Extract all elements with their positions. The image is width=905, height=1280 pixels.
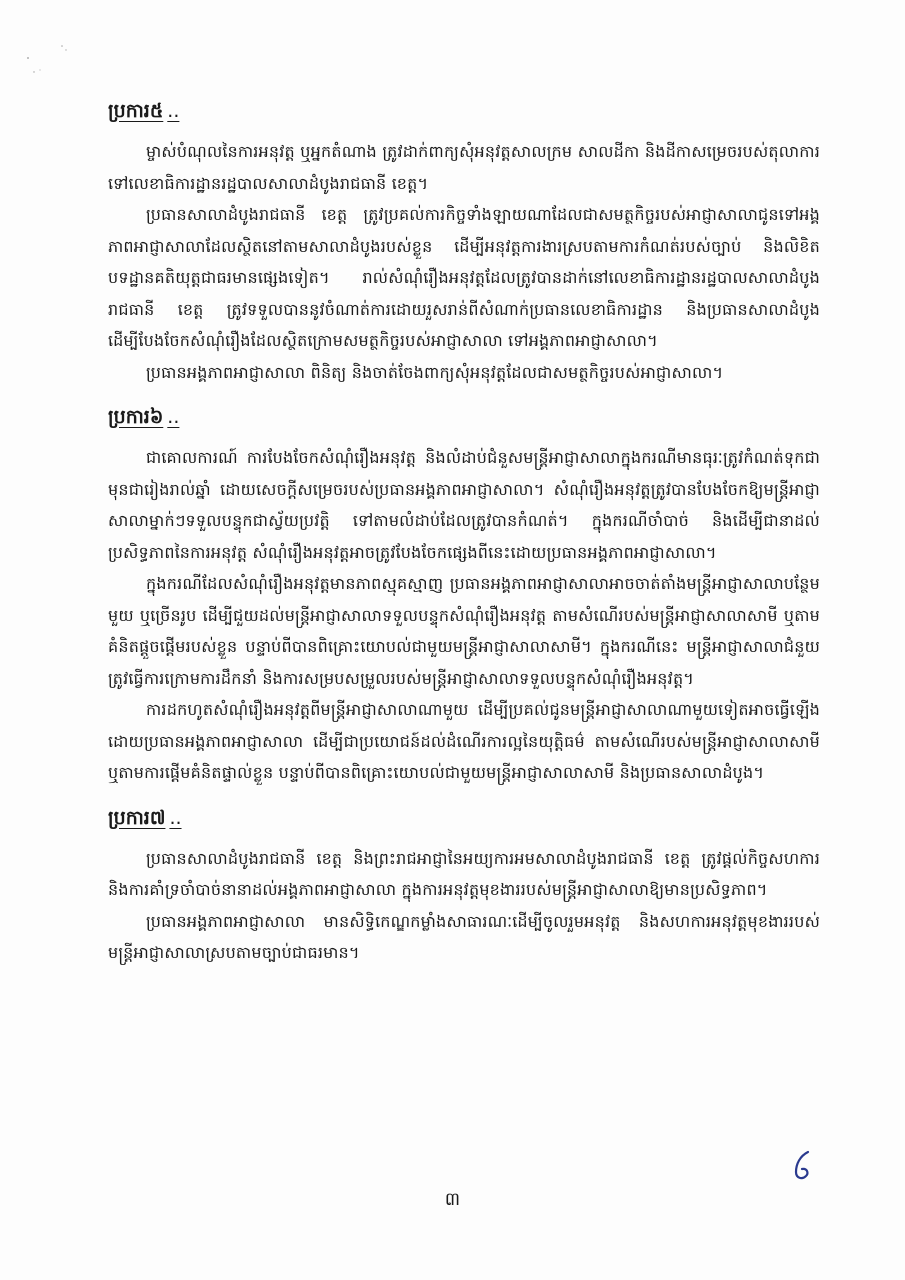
article-heading-text: ប្រការ៦ (108, 406, 164, 428)
article-heading (108, 96, 820, 126)
paragraph: ប្រធានសាលាដំបូងរាជធានី ខេត្ត ត្រូវប្រគល់ការកិច្ចទាំងឡាយណាដែលជាសមត្ថកិច្ចរបស់អាជ្ញាសាលាជូនទៅអង្គភាពអាជ្ញាសាលាដែលស្ថិតនៅតាមសាលាដំបូងរបស់ខ្លួន ដើម្បីអនុវត្តការងារស្របតាមការកំណត់របស់ច្បាប់ និងលិខិតបទដ្ឋានគតិយុត្តជាធរមានផ្សេងទៀត។ រាល់សំណុំរឿងអនុវត្តដែលត្រូវបានដាក់នៅលេខាធិការដ្ឋានរដ្ឋបាលសាលាដំបូងរាជធានី ខេត្ត ត្រូវទទួលបាននូវចំណាត់ការដោយរួសរាន់ពីសំណាក់ប្រធានលេខាធិការដ្ឋាន និងប្រធានសាលាដំបូង ដើម្បីបែងចែកសំណុំរឿងដែលស្ថិតក្រោមសមត្ថកិច្ចរបស់អាជ្ញាសាលា ទៅអង្គភាពអាជ្ញាសាលា។ (108, 205, 820, 350)
article-heading-text: ប្រការ៥ (108, 100, 164, 122)
paragraph: ជាគោលការណ៍ ការបែងចែកសំណុំរឿងអនុវត្ត និងលំដាប់ជំនួសមន្ត្រីអាជ្ញាសាលាក្នុងករណីមានធុរៈត្រូវកំណត់ទុកជាមុនជារៀងរាល់ឆ្នាំ ដោយសេចក្តីសម្រេចរបស់ប្រធានអង្គភាពអាជ្ញាសាលា។ សំណុំរឿងអនុវត្តត្រូវបានបែងចែកឱ្យមន្ត្រីអាជ្ញាសាលាម្នាក់ៗទទួលបន្ទុកជាស្វ័យប្រវត្តិ ទៅតាមលំដាប់ដែលត្រូវបានកំណត់។ ក្នុងករណីចាំបាច់ និងដើម្បីជានាដល់ប្រសិទ្ធភាពនៃការអនុវត្ត សំណុំរឿងអនុវត្តអាចត្រូវបែងចែកផ្សេងពីនេះដោយប្រធានអង្គភាពអាជ្ញាសាលា។ (108, 448, 820, 562)
paragraph: ការដកហូតសំណុំរឿងអនុវត្តពីមន្ត្រីអាជ្ញាសាលាណាមួយ ដើម្បីប្រគល់ជូនមន្ត្រីអាជ្ញាសាលាណាមួយទៀតអាចធ្វើឡើងដោយប្រធានអង្គភាពអាជ្ញាសាលា ដើម្បីជាប្រយោជន៍ដល់ដំណើរការល្អនៃយុត្តិធម៌ តាមសំណើរបស់មន្ត្រីអាជ្ញាសាលាសាមី ឬតាមការផ្តើមគំនិតផ្ទាល់ខ្លួន បន្ទាប់ពីបានពិគ្រោះយោបល់ជាមួយមន្ត្រីអាជ្ញាសាលាសាមី និងប្រធានសាលាដំបូង។ (108, 700, 820, 782)
paragraph: ក្នុងករណីដែលសំណុំរឿងអនុវត្តមានភាពស្មុគស្មាញ ប្រធានអង្គភាពអាជ្ញាសាលាអាចចាត់តាំងមន្ត្រីអាជ្ញាសាលាបន្ថែមមួយ ឬច្រើនរូប ដើម្បីជួយដល់មន្ត្រីអាជ្ញាសាលាទទួលបន្ទុកសំណុំរឿងអនុវត្ត តាមសំណើរបស់មន្ត្រីអាជ្ញាសាលាសាមី ឬតាមគំនិតផ្តួចផ្តើមរបស់ខ្លួន បន្ទាប់ពីបានពិគ្រោះយោបល់ជាមួយមន្ត្រីអាជ្ញាសាលាសាមី។ ក្នុងករណីនេះ មន្ត្រីអាជ្ញាសាលាជំនួយ ត្រូវធ្វើការក្រោមការដឹកនាំ និងការសម្របសម្រួលរបស់មន្ត្រីអាជ្ញាសាលាទទួលបន្ទុកសំណុំរឿងអនុវត្ត។ (108, 574, 820, 688)
article-heading-dots: .. (169, 806, 182, 829)
handwritten-initial-mark (788, 1146, 818, 1186)
paragraph: ប្រធានអង្គភាពអាជ្ញាសាលា ពិនិត្យ និងចាត់ចែងពាក្យសុំអនុវត្តដែលជាសមត្ថកិច្ចរបស់អាជ្ញាសាលា។ (146, 362, 724, 382)
scan-specks (22, 40, 72, 80)
article-heading (108, 803, 820, 833)
page-number: ៣ (444, 1189, 461, 1210)
article-heading (108, 402, 820, 432)
article-heading-dots: .. (167, 406, 180, 428)
paragraph: ម្ចាស់បំណុលនៃការអនុវត្ត ឬអ្នកតំណាង ត្រូវដាក់ពាក្យសុំអនុវត្តសាលក្រម សាលដីកា និងដីកាសម្រេចរបស់តុលាការ ទៅលេខាធិការដ្ឋានរដ្ឋបាលសាលាដំបូងរាជធានី ខេត្ត។ (108, 142, 820, 193)
article-heading-dots: .. (167, 100, 180, 122)
paragraph: ប្រធានសាលាដំបូងរាជធានី ខេត្ត និងព្រះរាជអាជ្ញានៃអយ្យការអមសាលាដំបូងរាជធានី ខេត្ត ត្រូវផ្តល់កិច្ចសហការ និងការគាំទ្រចាំបាច់នានាដល់អង្គភាពអាជ្ញាសាលា ក្នុងការអនុវត្តមុខងាររបស់មន្ត្រីអាជ្ញាសាលាឱ្យមានប្រសិទ្ធភាព។ (108, 848, 820, 899)
article-5 (108, 96, 820, 388)
paragraph: ប្រធានអង្គភាពអាជ្ញាសាលា មានសិទ្ធិកេណ្ឌកម្លាំងសាធារណៈដើម្បីចូលរួមអនុវត្ត និងសហការអនុវត្តមុខងាររបស់មន្ត្រីអាជ្ញាសាលាស្របតាមច្បាប់ជាធរមាន។ (108, 911, 820, 962)
article-7 (108, 803, 820, 969)
article-6 (108, 402, 820, 789)
document-body (108, 96, 820, 983)
article-heading-text: ប្រការ៧ (108, 806, 166, 829)
